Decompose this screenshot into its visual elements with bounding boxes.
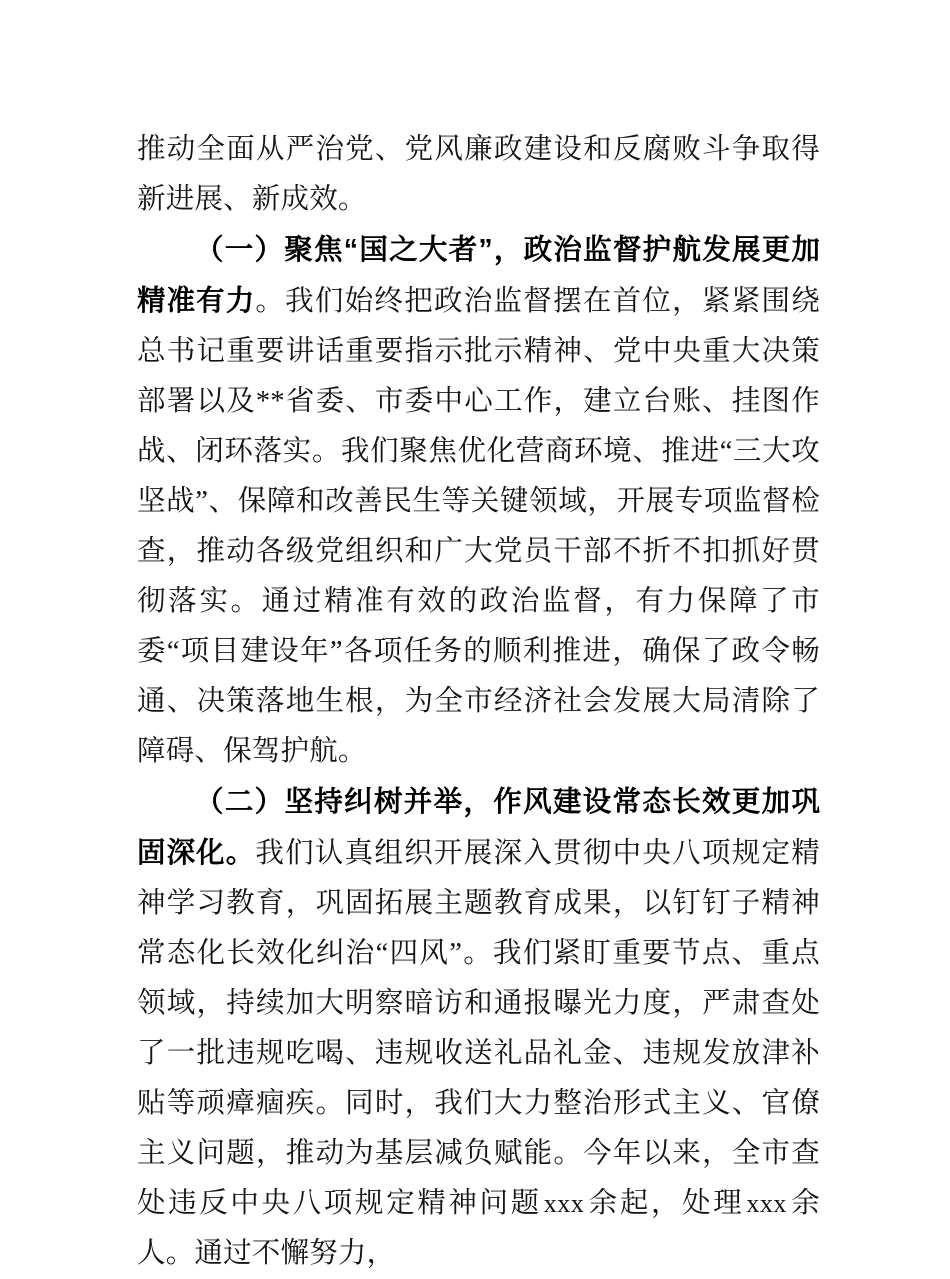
section-two-placeholder-count-cases: xxx	[543, 1189, 585, 1218]
section-two-heading: （二）坚持纠树并举，作风建设常态长效更加巩固深化。	[137, 786, 820, 869]
section-one-paragraph	[137, 225, 820, 777]
section-two-body-part-3: 余人。通过不懈努力，	[137, 1188, 820, 1269]
paragraph-continuation: 推动全面从严治党、党风廉政建设和反腐败斗争取得新进展、新成效。	[137, 134, 820, 215]
section-two-placeholder-count-people: xxx	[746, 1189, 787, 1218]
document-body	[137, 125, 820, 1279]
section-two-paragraph	[137, 777, 820, 1279]
section-one-body: 。我们始终把政治监督摆在首位，紧紧围绕总书记重要讲话重要指示批示精神、党中央重大决策部署以及**省委、市委中心工作，建立台账、挂图作战、闭环落实。我们聚焦优化营商环境、推进“三大攻坚战”、保障和改善民生等关键领域，开展专项监督检查，推动各级党组织和广大党员干部不折不扣抓好贯彻落实。通过精准有效的政治监督，有力保障了市委“项目建设年”各项任务的顺利推进，确保了政令畅通、决策落地生根，为全市经济社会发展大局清除了障碍、保驾护航。	[137, 286, 820, 767]
section-one-heading: （一）聚焦“国之大者”，政治监督护航发展更加精准有力	[137, 234, 820, 317]
section-two-body-part-1: 我们认真组织开展深入贯彻中央八项规定精神学习教育，巩固拓展主题教育成果，以钉钉子精神常态化长效化纠治“四风”。我们紧盯重要节点、重点领域，持续加大明察暗访和通报曝光力度，严肃查处了一批违规吃喝、违规收送礼品礼金、违规发放津补贴等顽瘴痼疾。同时，我们大力整治形式主义、官僚主义问题，推动为基层减负赋能。今年以来，全市查处违反中央八项规定精神问题	[137, 838, 820, 1219]
section-two-body-part-2: 余起，处理	[586, 1188, 745, 1219]
